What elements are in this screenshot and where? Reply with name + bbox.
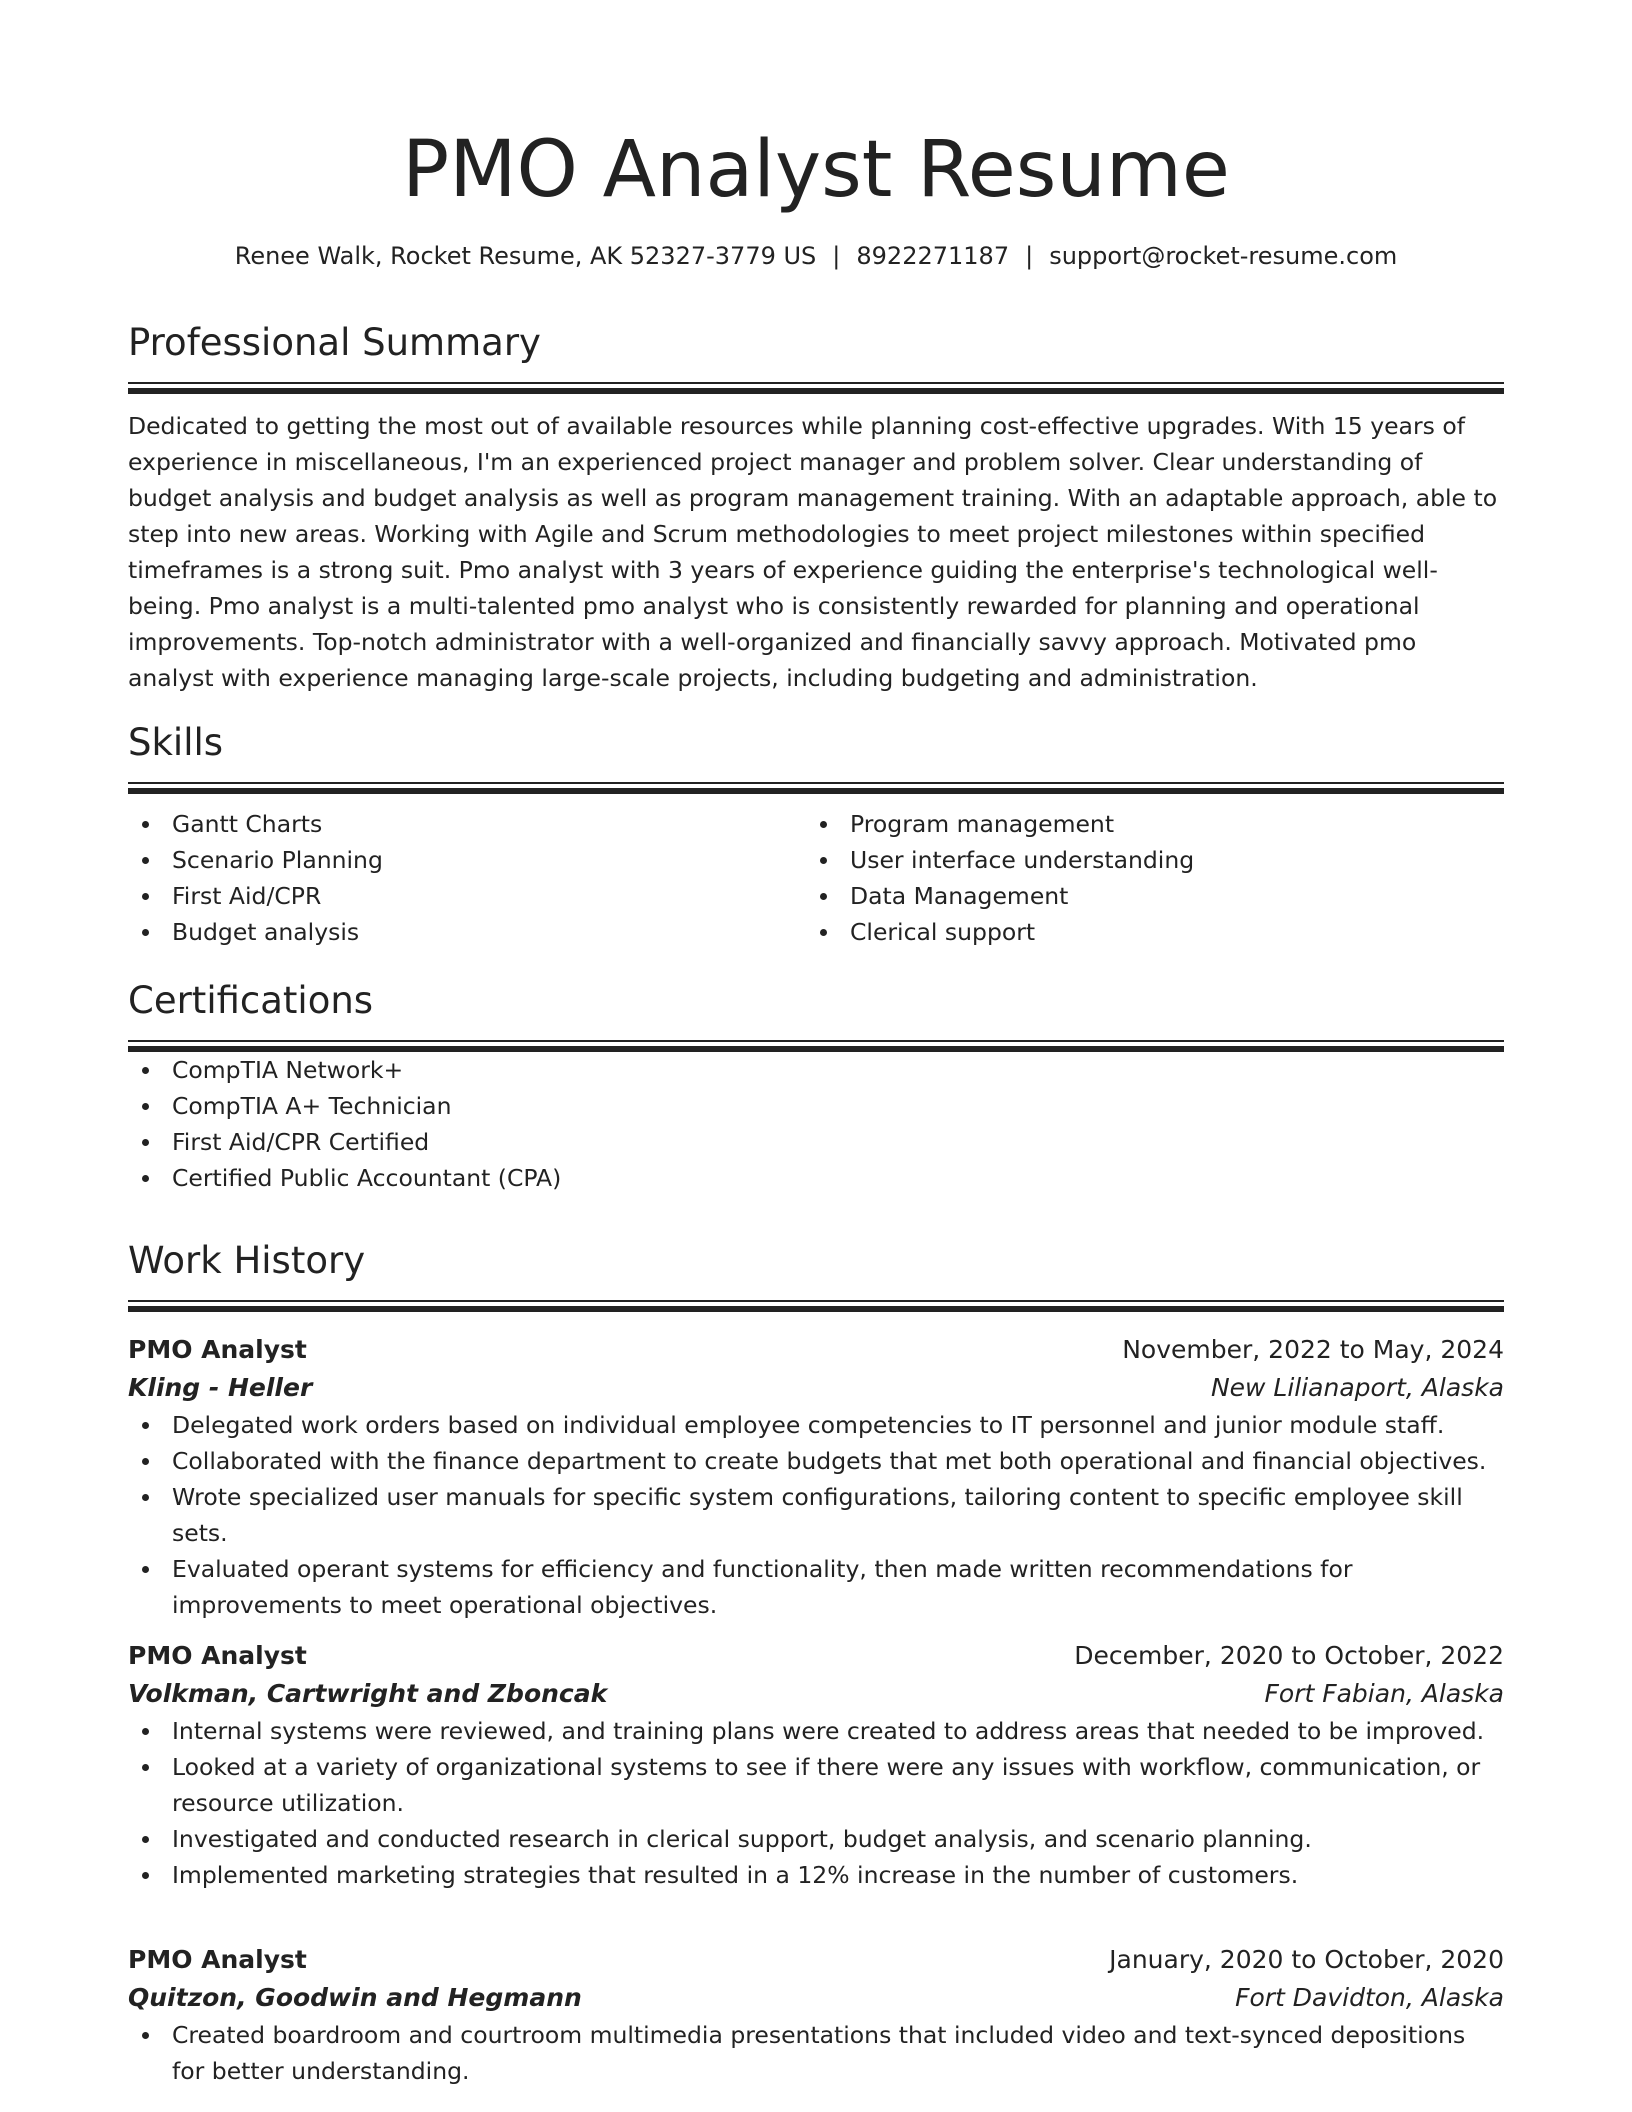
- job-duty-item: Implemented marketing strategies that resulted in a 12% increase in the number of customers.: [128, 1857, 1504, 1893]
- job-entry: [128, 1637, 1504, 1893]
- contact-separator: |: [832, 242, 841, 270]
- job-header-row: [128, 1941, 1504, 1979]
- job-title: PMO Analyst: [128, 1945, 307, 1974]
- job-duty-item: Delegated work orders based on individual employee competencies to IT personnel and junior module staff.: [128, 1407, 1504, 1443]
- skill-item: Program management: [806, 806, 1484, 842]
- section-divider: [128, 1300, 1504, 1312]
- contact-separator: |: [1025, 242, 1034, 270]
- certification-item: CompTIA A+ Technician: [128, 1088, 1504, 1124]
- job-title: PMO Analyst: [128, 1641, 307, 1670]
- summary-text: Dedicated to getting the most out of available resources while planning cost-effective upgrades. With 15 years of experience in miscellaneous, I'm an experienced project manager and problem solver. Clear understanding of budget analysis and budget analysis as well as program management training. With an adaptable approach, able to step into new areas. Working with Agile and Scrum methodologies to meet project milestones within specified timeframes is a strong suit. Pmo analyst with 3 years of experience guiding the enterprise's technological well-being. Pmo analyst is a multi-talented pmo analyst who is consistently rewarded for planning and operational improvements. Top-notch administrator with a well-organized and financially savvy approach. Motivated pmo analyst with experience managing large-scale projects, including budgeting and administration.: [128, 412, 1498, 692]
- skills-list-right: [806, 806, 1484, 950]
- job-dates: December, 2020 to October, 2022: [1074, 1641, 1504, 1670]
- contact-line: [128, 238, 1504, 274]
- contact-address: Renee Walk, Rocket Resume, AK 52327-3779 US: [234, 242, 817, 270]
- job-company-row: [128, 1675, 1504, 1713]
- job-location: New Lilianaport, Alaska: [1210, 1373, 1504, 1402]
- job-duty-item: Collaborated with the finance department to create budgets that met both operational and financial objectives.: [128, 1443, 1504, 1479]
- job-duty-item: Created boardroom and courtroom multimedia presentations that included video and text-synced depositions for better understanding.: [128, 2017, 1504, 2089]
- skill-item: First Aid/CPR: [128, 878, 806, 914]
- skill-item: Budget analysis: [128, 914, 806, 950]
- contact-phone: 8922271187: [856, 242, 1010, 270]
- section-heading-summary: Professional Summary: [128, 321, 541, 364]
- section-divider: [128, 382, 1504, 394]
- skill-item: Gantt Charts: [128, 806, 806, 842]
- job-dates: November, 2022 to May, 2024: [1122, 1335, 1504, 1364]
- job-duty-item: Looked at a variety of organizational systems to see if there were any issues with workflow, communication, or resource utilization.: [128, 1749, 1504, 1821]
- job-company: Volkman, Cartwright and Zboncak: [128, 1679, 608, 1708]
- certifications-section: [128, 976, 1504, 1196]
- job-company: Kling - Heller: [128, 1373, 313, 1402]
- resume-title: PMO Analyst Resume: [402, 125, 1230, 215]
- job-duties-list: [128, 2017, 1504, 2089]
- job-title: PMO Analyst: [128, 1335, 307, 1364]
- section-divider: [128, 1040, 1504, 1052]
- skill-item: User interface understanding: [806, 842, 1484, 878]
- job-company-row: [128, 1979, 1504, 2017]
- skill-item: Data Management: [806, 878, 1484, 914]
- skills-list-left: [128, 806, 806, 950]
- certification-item: First Aid/CPR Certified: [128, 1124, 1504, 1160]
- section-heading-skills: Skills: [128, 721, 224, 764]
- job-entry: [128, 1331, 1504, 1623]
- job-duty-item: Investigated and conducted research in clerical support, budget analysis, and scenario planning.: [128, 1821, 1504, 1857]
- job-duty-item: Internal systems were reviewed, and training plans were created to address areas that needed to be improved.: [128, 1713, 1504, 1749]
- section-divider: [128, 782, 1504, 794]
- contact-email: support@rocket-resume.com: [1049, 242, 1398, 270]
- skills-columns: [128, 806, 1504, 950]
- job-company: Quitzon, Goodwin and Hegmann: [128, 1983, 582, 2012]
- job-location: Fort Fabian, Alaska: [1264, 1679, 1504, 1708]
- certification-item: Certified Public Accountant (CPA): [128, 1160, 1504, 1196]
- skill-item: Scenario Planning: [128, 842, 806, 878]
- job-duties-list: [128, 1407, 1504, 1623]
- job-dates: January, 2020 to October, 2020: [1109, 1945, 1504, 1974]
- job-company-row: [128, 1369, 1504, 1407]
- job-duties-list: [128, 1713, 1504, 1893]
- job-location: Fort Davidton, Alaska: [1235, 1983, 1504, 2012]
- job-duty-item: Evaluated operant systems for efficiency and functionality, then made written recommendations for improvements to meet operational objectives.: [128, 1551, 1504, 1623]
- job-header-row: [128, 1331, 1504, 1369]
- work-history-section: [128, 1236, 1504, 1312]
- job-duty-item: Wrote specialized user manuals for specific system configurations, tailoring content to specific employee skill sets.: [128, 1479, 1504, 1551]
- section-heading-certifications: Certifications: [128, 979, 374, 1022]
- certification-item: CompTIA Network+: [128, 1052, 1504, 1088]
- job-header-row: [128, 1637, 1504, 1675]
- skills-section: [128, 718, 1504, 950]
- summary-section: [128, 318, 1504, 696]
- section-heading-work-history: Work History: [128, 1239, 366, 1282]
- skill-item: Clerical support: [806, 914, 1484, 950]
- certifications-list: [128, 1052, 1504, 1196]
- job-entry: [128, 1941, 1504, 2089]
